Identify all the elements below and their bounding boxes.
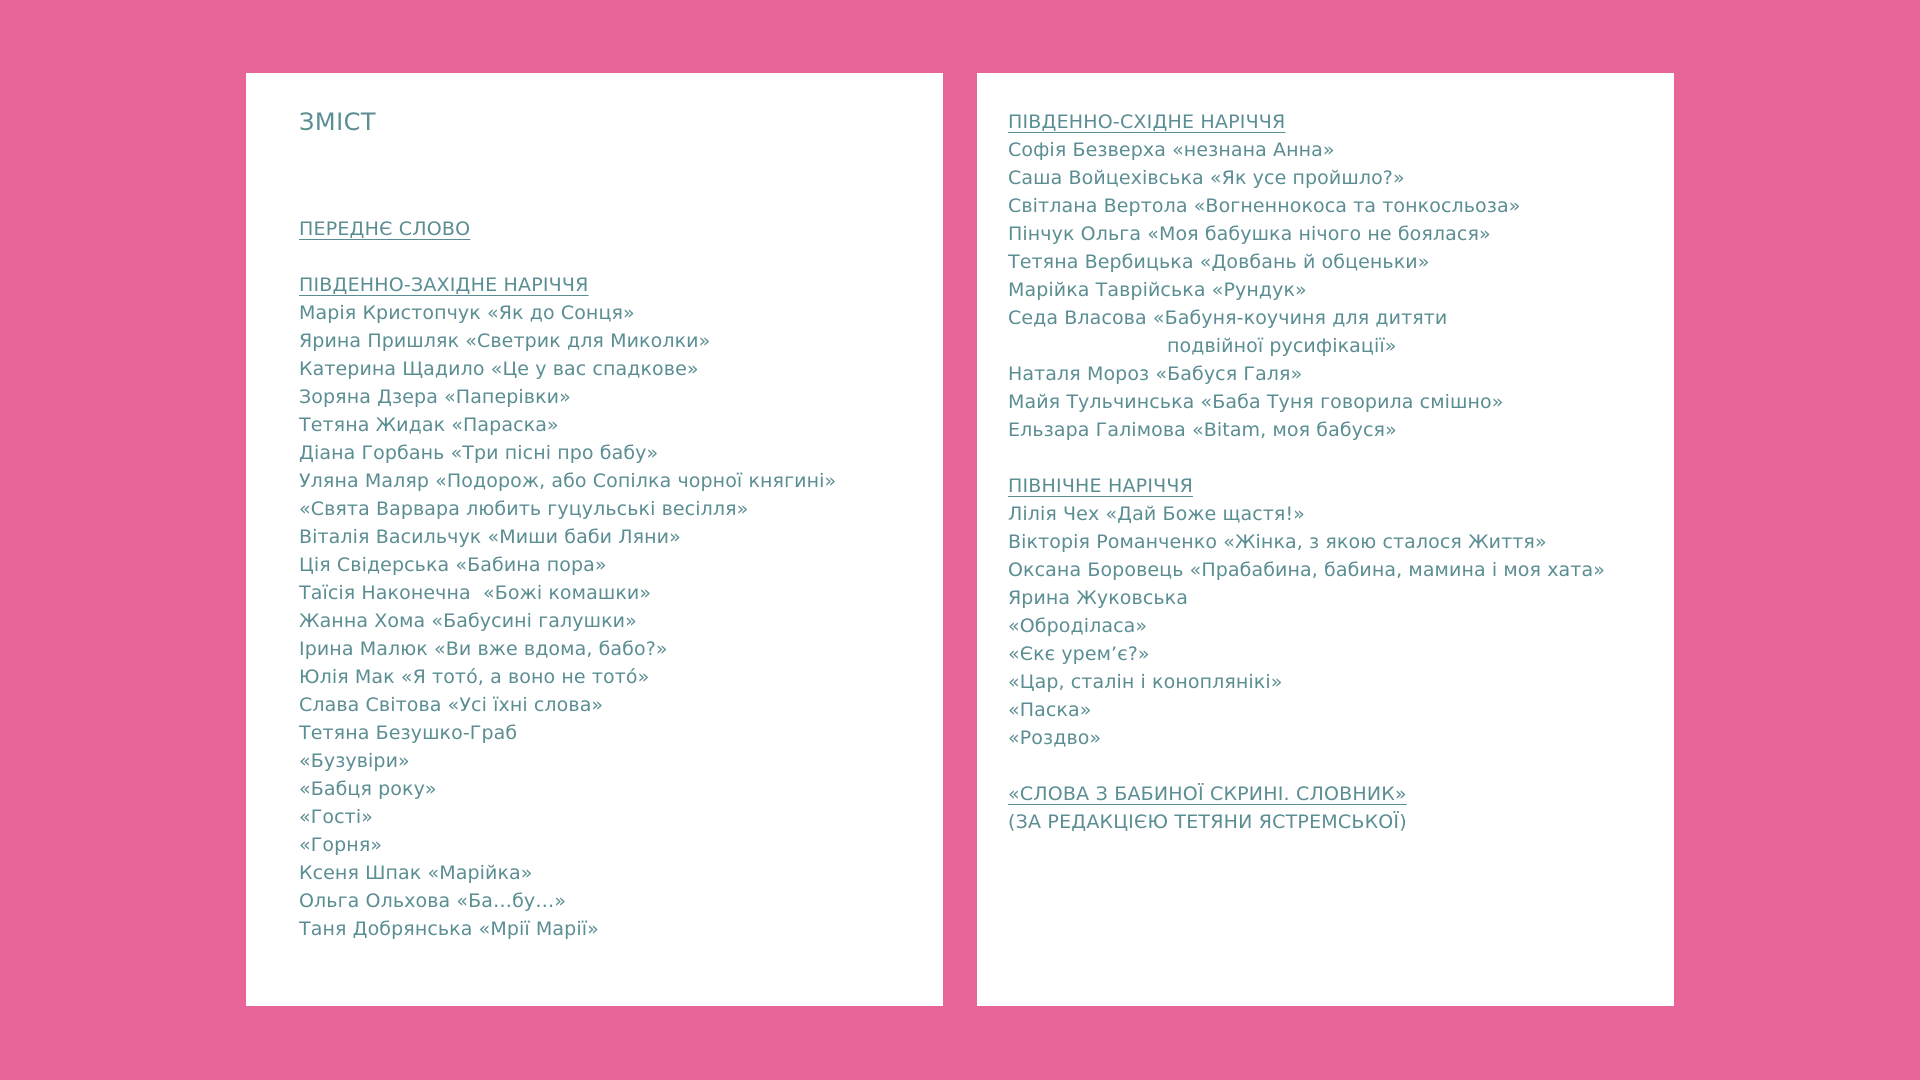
preface-link[interactable]: ПЕРЕДНЄ СЛОВО bbox=[299, 218, 471, 240]
toc-entry: «Гості» bbox=[299, 806, 373, 828]
toc-entry: «Єкє урем’є?» bbox=[1008, 643, 1150, 665]
toc-title: ЗМІСТ bbox=[299, 108, 377, 136]
toc-entry: Седа Власова «Бабуня-коучиня для дитяти bbox=[1008, 307, 1448, 329]
dictionary-section bbox=[1008, 780, 1674, 836]
toc-entry: Віталія Васильчук «Миши баби Ляни» bbox=[299, 526, 681, 548]
toc-entry: Ельзара Галімова «Bitam, моя бабуся» bbox=[1008, 419, 1397, 441]
toc-entry-continuation: подвійної русифікації» bbox=[1167, 335, 1397, 357]
toc-entry: Зоряна Дзера «Паперівки» bbox=[299, 386, 571, 408]
toc-entry: Марійка Таврійська «Рундук» bbox=[1008, 279, 1307, 301]
toc-entry: Жанна Хома «Бабусині галушки» bbox=[299, 610, 637, 632]
toc-entry: Юлія Мак «Я тото́, а воно не тото́» bbox=[299, 666, 650, 688]
toc-entry: Таня Добрянська «Мрії Марії» bbox=[299, 918, 599, 940]
toc-entry: «Свята Варвара любить гуцульські весілля» bbox=[299, 498, 749, 520]
toc-entry: Вікторія Романченко «Жінка, з якою сталося Життя» bbox=[1008, 531, 1547, 553]
toc-entry: Майя Тульчинська «Баба Туня говорила смішно» bbox=[1008, 391, 1504, 413]
toc-entry: «Цар, сталін і коноплянікі» bbox=[1008, 671, 1283, 693]
toc-entry: Ція Свідерська «Бабина пора» bbox=[299, 554, 607, 576]
toc-entry: Таїсія Наконечна «Божі комашки» bbox=[299, 582, 652, 604]
toc-entry: Ксеня Шпак «Марійка» bbox=[299, 862, 533, 884]
toc-entry: Тетяна Вербицька «Довбань й обценьки» bbox=[1008, 251, 1430, 273]
southwest-section bbox=[299, 271, 943, 943]
toc-entry: Саша Войцехівська «Як усе пройшло?» bbox=[1008, 167, 1405, 189]
toc-entry: «Оброділаса» bbox=[1008, 615, 1148, 637]
toc-entry: «Бабця року» bbox=[299, 778, 437, 800]
southwest-heading-link[interactable]: ПІВДЕННО-ЗАХІДНЕ НАРІЧЧЯ bbox=[299, 274, 589, 296]
southwest-entry-list bbox=[299, 299, 943, 943]
toc-entry: Лілія Чех «Дай Боже щастя!» bbox=[1008, 503, 1305, 525]
toc-entry: Катерина Щадило «Це у вас спадкове» bbox=[299, 358, 699, 380]
toc-entry: Оксана Боровець «Прабабина, бабина, мамина і моя хата» bbox=[1008, 559, 1605, 581]
north-entry-list bbox=[1008, 500, 1674, 752]
southeast-entry-list bbox=[1008, 136, 1674, 444]
toc-entry: Слава Світова «Усі їхні слова» bbox=[299, 694, 604, 716]
toc-entry: Пінчук Ольга «Моя бабушка нічого не боялася» bbox=[1008, 223, 1491, 245]
toc-entry: Марія Кристопчук «Як до Сонця» bbox=[299, 302, 635, 324]
toc-entry: Ірина Малюк «Ви вже вдома, бабо?» bbox=[299, 638, 668, 660]
preface-section bbox=[299, 215, 943, 243]
toc-entry: Наталя Мороз «Бабуся Галя» bbox=[1008, 363, 1303, 385]
north-heading-link[interactable]: ПІВНІЧНЕ НАРІЧЧЯ bbox=[1008, 475, 1193, 497]
toc-page-right bbox=[977, 73, 1674, 1006]
toc-entry: Ольга Ольхова «Ба…бу…» bbox=[299, 890, 567, 912]
southeast-heading-link[interactable]: ПІВДЕННО-СХІДНЕ НАРІЧЧЯ bbox=[1008, 111, 1286, 133]
toc-page-left bbox=[246, 73, 943, 1006]
toc-entry: «Роздво» bbox=[1008, 727, 1102, 749]
toc-entry: «Бузувіри» bbox=[299, 750, 410, 772]
toc-entry: Уляна Маляр «Подорож, або Сопілка чорної княгині» bbox=[299, 470, 837, 492]
toc-entry: Ярина Жуковська bbox=[1008, 587, 1188, 609]
dictionary-heading-link[interactable]: «СЛОВА З БАБИНОЇ СКРИНІ. СЛОВНИК» bbox=[1008, 783, 1407, 805]
toc-entry: Софія Безверха «незнана Анна» bbox=[1008, 139, 1335, 161]
north-section bbox=[1008, 472, 1674, 752]
toc-entry: Тетяна Безушко-Граб bbox=[299, 722, 518, 744]
dictionary-subtitle: (ЗА РЕДАКЦІЄЮ ТЕТЯНИ ЯСТРЕМСЬКОЇ) bbox=[1008, 811, 1407, 833]
toc-entry: Ярина Пришляк «Светрик для Миколки» bbox=[299, 330, 711, 352]
toc-entry: Світлана Вертола «Вогненнокоса та тонкосльоза» bbox=[1008, 195, 1521, 217]
toc-entry: Тетяна Жидак «Параска» bbox=[299, 414, 559, 436]
southeast-section bbox=[1008, 108, 1674, 444]
toc-entry: «Горня» bbox=[299, 834, 383, 856]
toc-entry: Діана Горбань «Три пісні про бабу» bbox=[299, 442, 659, 464]
toc-entry: «Паска» bbox=[1008, 699, 1092, 721]
